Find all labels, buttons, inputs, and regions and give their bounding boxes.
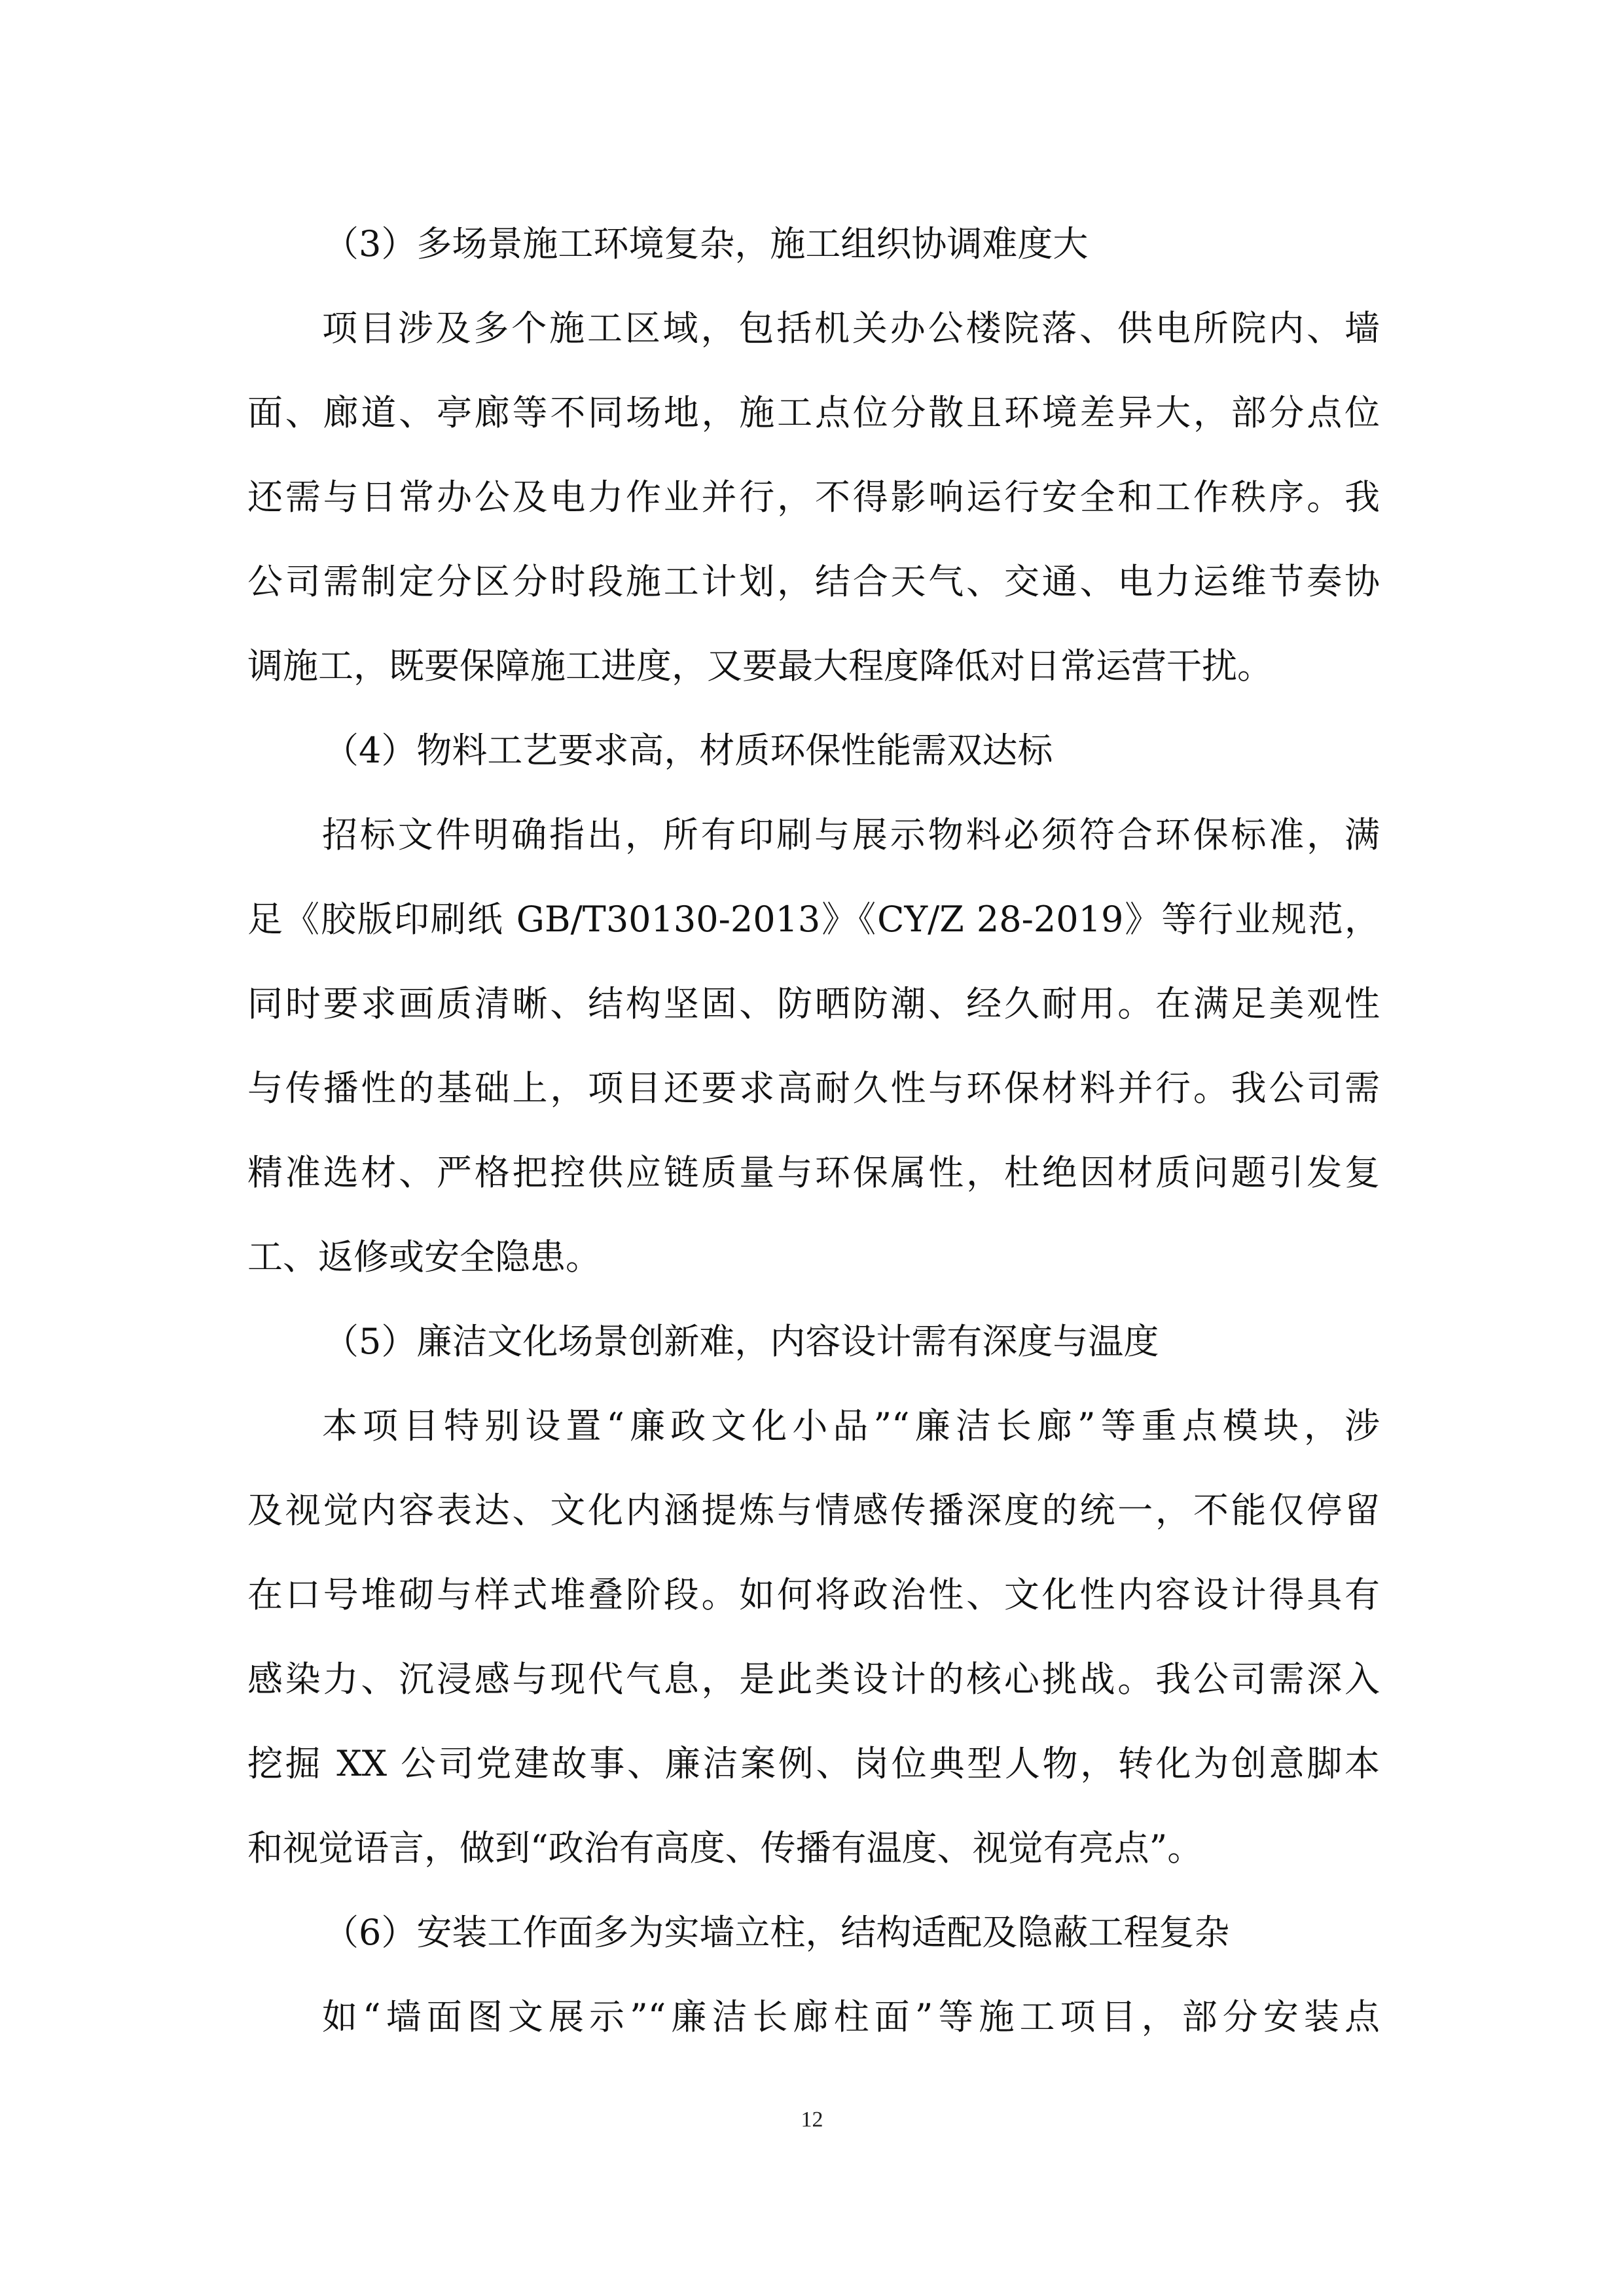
body-text: [247, 202, 1380, 2059]
paragraph-line: 和视觉语言，做到“政治有高度、传播有温度、视觉有亮点”。: [247, 1827, 1203, 1869]
paragraph-line: 本项目特别设置“廉政文化小品”“廉洁长廊”等重点模块，涉: [322, 1405, 1380, 1446]
paragraph-line: 与传播性的基础上，项目还要求高耐久性与环保材料并行。我公司需: [247, 1067, 1380, 1109]
paragraph-line: 精准选材、严格把控供应链质量与环保属性，杜绝因材质问题引发复: [247, 1152, 1380, 1193]
paragraph-line: 还需与日常办公及电力作业并行，不得影响运行安全和工作秩序。我: [247, 476, 1380, 518]
section-heading-5: （5）廉洁文化场景创新难，内容设计需有深度与温度: [323, 1321, 1159, 1362]
paragraph-line: 调施工，既要保障施工进度，又要最大程度降低对日常运营干扰。: [247, 645, 1272, 687]
section-heading-6: （6）安装工作面多为实墙立柱，结构适配及隐蔽工程复杂: [323, 1912, 1230, 1953]
paragraph-line: 足《胶版印刷纸 GB/T30130-2013》《CY/Z 28-2019》等行业规范，: [247, 899, 1380, 940]
paragraph-line: 同时要求画质清晰、结构坚固、防晒防潮、经久耐用。在满足美观性: [247, 983, 1380, 1024]
page-number: 12: [801, 2108, 823, 2132]
paragraph-line: 项目涉及多个施工区域，包括机关办公楼院落、供电所院内、墙: [322, 308, 1380, 349]
paragraph-line: 面、廊道、亭廊等不同场地，施工点位分散且环境差异大，部分点位: [247, 392, 1380, 433]
paragraph-line: 在口号堆砌与样式堆叠阶段。如何将政治性、文化性内容设计得具有: [247, 1574, 1380, 1615]
section-heading-3: （3）多场景施工环境复杂，施工组织协调难度大: [323, 223, 1089, 264]
paragraph-line: 挖掘 XX 公司党建故事、廉洁案例、岗位典型人物，转化为创意脚本: [247, 1743, 1380, 1784]
section-heading-4: （4）物料工艺要求高，材质环保性能需双达标: [323, 730, 1053, 771]
paragraph-line: 如“墙面图文展示”“廉洁长廊柱面”等施工项目，部分安装点: [322, 1996, 1380, 2037]
paragraph-line: 感染力、沉浸感与现代气息，是此类设计的核心挑战。我公司需深入: [247, 1659, 1380, 1700]
paragraph-line: 及视觉内容表达、文化内涵提炼与情感传播深度的统一，不能仅停留: [247, 1490, 1380, 1531]
paragraph-line: 招标文件明确指出，所有印刷与展示物料必须符合环保标准，满: [322, 814, 1380, 855]
paragraph-line: 公司需制定分区分时段施工计划，结合天气、交通、电力运维节奏协: [247, 561, 1380, 602]
paragraph-line: 工、返修或安全隐患。: [247, 1236, 601, 1278]
